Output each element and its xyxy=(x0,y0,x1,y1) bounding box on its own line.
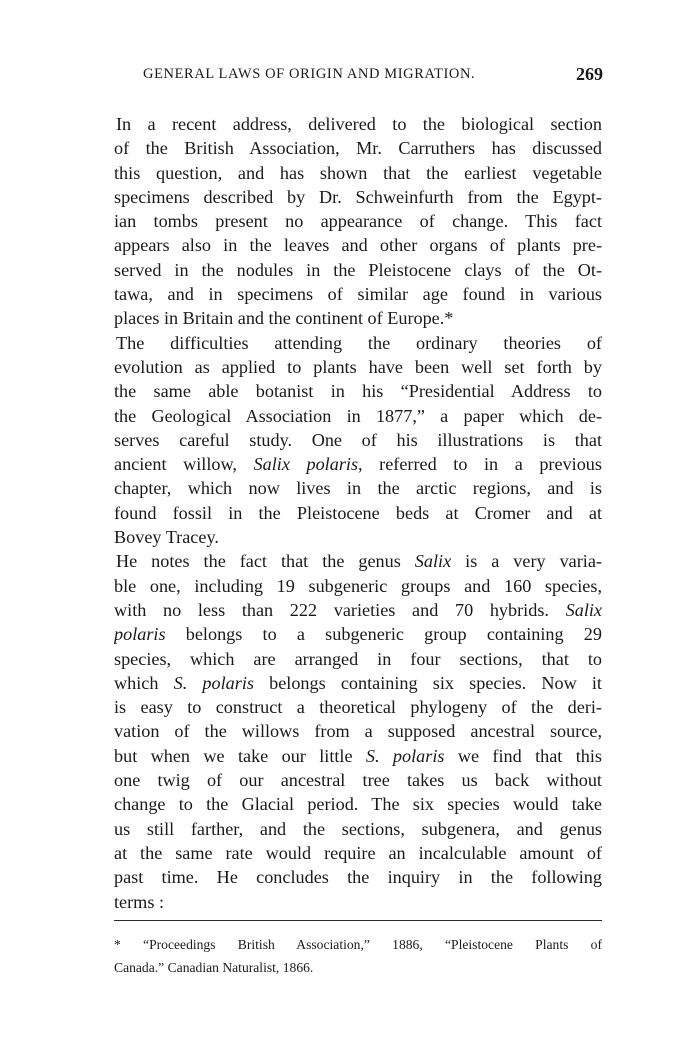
text-line: at the same rate would require an incalculable amount of xyxy=(114,842,602,863)
text-line-mixed xyxy=(114,598,602,622)
text-segment: ancient willow, xyxy=(114,454,254,475)
text-line: Bovey Tracey. xyxy=(114,527,219,548)
page-number: 269 xyxy=(576,64,603,84)
text-segment: belongs containing six species. Now it xyxy=(253,672,602,693)
species-name: S. polaris xyxy=(173,672,254,693)
text-line: change to the Glacial period. The six species would take xyxy=(114,794,602,815)
text-line: us still farther, and the sections, subgenera, and genus xyxy=(114,818,602,839)
text-line: served in the nodules in the Pleistocene clays of the Ot- xyxy=(114,259,602,280)
text-line: of the British Association, Mr. Carruthers has discussed xyxy=(114,138,602,159)
text-segment: with no less than 222 varieties and 70 hybrids. xyxy=(114,599,566,620)
text-segment: is a very varia- xyxy=(451,551,602,572)
species-name: polaris xyxy=(114,624,166,645)
text-line: this question, and has shown that the earliest vegetable xyxy=(114,162,602,183)
text-line: the same able botanist in his “Presidential Address to xyxy=(114,381,602,402)
text-line: The difficulties attending the ordinary theories of xyxy=(116,332,602,353)
footnote-line: Canada.” Canadian Naturalist, 1866. xyxy=(114,960,314,975)
text-line: vation of the willows from a supposed ancestral source, xyxy=(114,721,602,742)
genus-name: Salix xyxy=(414,551,452,572)
text-line-mixed xyxy=(114,622,602,646)
text-line-mixed xyxy=(114,671,602,695)
text-line: ble one, including 19 subgeneric groups and 160 species, xyxy=(114,575,602,596)
running-title: GENERAL LAWS OF ORIGIN AND MIGRATION. xyxy=(143,66,476,82)
paragraph-3 xyxy=(114,549,602,913)
text-line: appears also in the leaves and other organs of plants pre- xyxy=(114,235,602,256)
running-head xyxy=(143,64,603,88)
text-line: found fossil in the Pleistocene beds at Cromer and at xyxy=(114,502,602,523)
text-segment: belongs to a subgeneric group containing 29 xyxy=(165,624,602,645)
text-line: evolution as applied to plants have been well set forth by xyxy=(114,356,602,377)
text-line: serves careful study. One of his illustrations is that xyxy=(114,429,602,450)
text-line: specimens described by Dr. Schweinfurth from the Egypt- xyxy=(114,186,602,207)
footnote-rule xyxy=(114,920,602,921)
text-line: past time. He concludes the inquiry in the following xyxy=(114,867,602,888)
text-segment: which xyxy=(114,672,174,693)
text-line: In a recent address, delivered to the biological section xyxy=(116,114,602,134)
text-segment: but when we take our little xyxy=(114,745,366,766)
footnote xyxy=(114,933,602,979)
text-segment: referred to in a previous xyxy=(362,454,602,475)
species-name: Salix polaris, xyxy=(253,454,363,475)
paragraph-1 xyxy=(114,112,602,331)
paragraph-2 xyxy=(114,331,602,550)
genus-name: Salix xyxy=(565,599,602,620)
text-line: ian tombs present no appearance of change. This fact xyxy=(114,211,602,232)
text-line: chapter, which now lives in the arctic regions, and is xyxy=(114,478,602,499)
text-segment: we find that this xyxy=(444,745,602,766)
text-line: places in Britain and the continent of Europe.* xyxy=(114,308,454,329)
text-line-mixed xyxy=(114,549,602,573)
text-line-mixed xyxy=(114,452,602,476)
body-text xyxy=(114,112,602,914)
text-segment: He notes the fact that the genus xyxy=(116,551,415,572)
text-line: the Geological Association in 1877,” a paper which de- xyxy=(114,405,602,426)
text-line: species, which are arranged in four sections, that to xyxy=(114,648,602,669)
text-line-mixed xyxy=(114,744,602,768)
text-line: one twig of our ancestral tree takes us back without xyxy=(114,770,602,791)
species-name: S. polaris xyxy=(365,745,445,766)
footnote-line: * “Proceedings British Association,” 1886, “Pleistocene Plants of xyxy=(114,937,602,952)
text-line: terms : xyxy=(114,891,165,912)
text-line: tawa, and in specimens of similar age found in various xyxy=(114,284,602,305)
text-line: is easy to construct a theoretical phylogeny of the deri- xyxy=(114,697,602,718)
